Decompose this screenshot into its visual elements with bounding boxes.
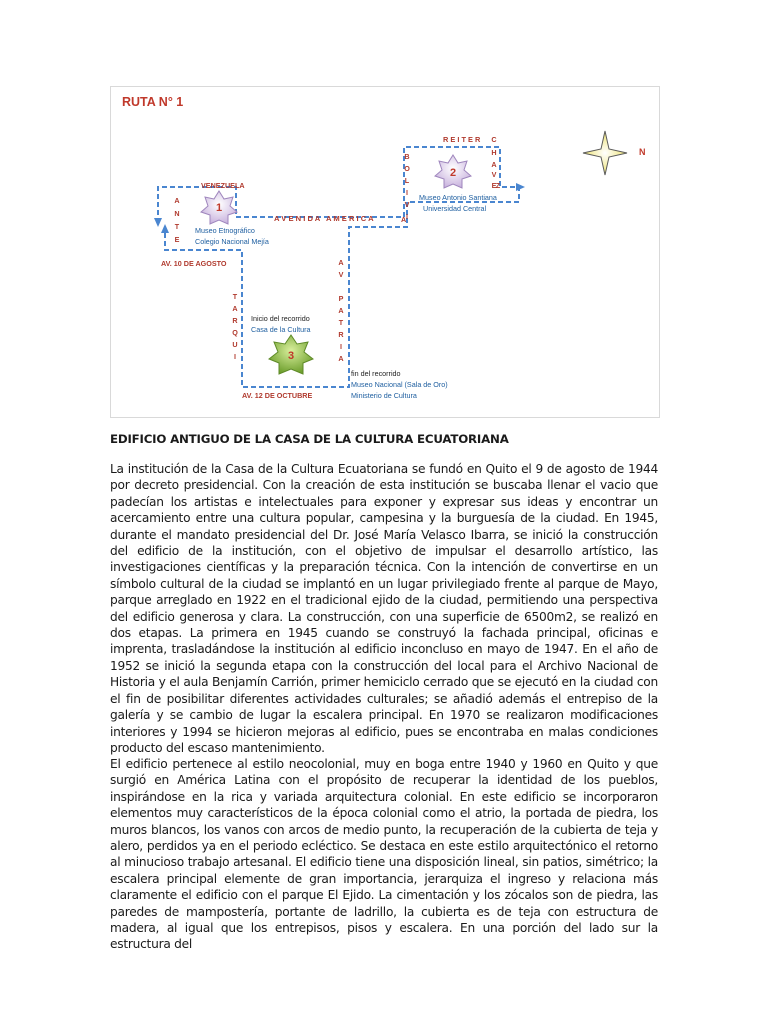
- stop-3-number: 3: [287, 350, 295, 362]
- street-tarqui-letter: T: [232, 292, 238, 301]
- street-av-patria-letter: I: [340, 342, 342, 351]
- stop-1-line1: Museo Etnográfico: [195, 226, 255, 235]
- stop-1-number: 1: [215, 202, 223, 214]
- street-tarqui-letter: A: [232, 304, 238, 313]
- street-antei-letter: E: [174, 235, 180, 244]
- street-avenida-america: A V E N I D A A M E R I C A: [274, 214, 374, 223]
- stop-2-line1: Museo Antonio Santiana: [419, 193, 497, 202]
- compass-star-icon: [583, 131, 627, 175]
- end-line3: Ministerio de Cultura: [351, 391, 417, 400]
- street-bolivia-letter: A: [401, 215, 407, 224]
- stop-3-line2: Casa de la Cultura: [251, 325, 311, 334]
- street-tarqui-letter: Q: [232, 328, 238, 337]
- street-tarqui-letter: U: [232, 340, 238, 349]
- map-title: RUTA N° 1: [122, 95, 184, 109]
- street-bolivia-letter: O: [404, 164, 410, 173]
- street-av-patria-letter: A: [338, 306, 344, 315]
- street-reiter: R E I T E R: [443, 135, 481, 144]
- street-av-patria-letter: T: [338, 318, 344, 327]
- street-av-12-octubre: AV. 12 DE OCTUBRE: [242, 391, 313, 400]
- stop-1-line2: Colegio Nacional Mejía: [195, 237, 269, 246]
- street-chavez-letter: E: [491, 181, 497, 190]
- section-heading: EDIFICIO ANTIGUO DE LA CASA DE LA CULTURA ECUATORIANA: [110, 432, 509, 446]
- stop-3-line1: Inicio del recorrido: [251, 314, 310, 323]
- street-antei-letter: N: [174, 209, 180, 218]
- street-antei-letter: A: [174, 196, 180, 205]
- street-av-patria-letter: V: [338, 270, 344, 279]
- street-chavez-letter: V: [491, 170, 497, 179]
- route-map: [110, 86, 660, 418]
- street-tarqui-letter: I: [234, 352, 236, 361]
- end-line1: fin del recorrido: [351, 369, 401, 378]
- compass-north-label: N: [639, 147, 646, 157]
- stop-2-line2: Universidad Central: [423, 204, 487, 213]
- street-tarqui-letter: R: [232, 316, 238, 325]
- street-av-patria-letter: A: [338, 354, 344, 363]
- street-bolivia-letter: I: [406, 212, 408, 221]
- street-antei-letter: T: [174, 222, 180, 231]
- street-av-patria-letter: R: [338, 330, 344, 339]
- street-chavez-letter: Z: [495, 181, 501, 190]
- street-bolivia-letter: I: [406, 188, 408, 197]
- street-chavez-letter: A: [491, 160, 497, 169]
- street-bolivia-letter: L: [404, 176, 410, 185]
- street-bolivia-letter: V: [404, 200, 410, 209]
- street-av-patria-letter: P: [338, 294, 344, 303]
- street-av-10-agosto: AV. 10 DE AGOSTO: [161, 259, 227, 268]
- street-venezuela: VENEZUELA: [201, 181, 245, 190]
- street-chavez-letter: H: [491, 148, 497, 157]
- paragraph-architecture: El edificio pertenece al estilo neocolonial, muy en boga entre 1940 y 1960 en Quito y que surgió en América Latina con el propósito de recuperar la identidad de los pueblos, inspirándose en la rica y variada arquitectura colonial. En este edificio se incorporaron elementos muy característicos de la época colonial como el atrio, la portada de piedra, los muros blancos, los vanos con arcos de medio punto, la recuperación de la cubierta de teja y alero, perdidos ya en el periodo ecléctico. Se destaca en este estilo arquitectónico el retorno al minucioso trabajo artesanal. El edificio tiene una disposición lineal, sin patios, simétrico; la escalera principal elemente de gran importancia, jerarquiza el ingreso y relaciona más claramente el edificio con el parque El Ejido. La cimentación y los zócalos son de piedra, las paredes de mampostería, portante de ladrillo, la cubierta es de teja con estructura de madera, al igual que los entrepisos, pisos y escalera. En una porción del lado sur la estructura del: [110, 757, 658, 952]
- stop-2-number: 2: [449, 167, 457, 179]
- paragraph-history: La institución de la Casa de la Cultura Ecuatoriana se fundó en Quito el 9 de agosto de 1944 por decreto presidencial. Con la creación de esta institución se buscaba llenar el vacio que padecían los artistas e intelectuales para exponer y expresar sus ideas y encontrar un acercamiento entre una cultura popular, campesina y la burguesía de la ciudad. En 1945, durante el mandato presidencial del Dr. José María Velasco Ibarra, se inició la construcción del edificio de la institución, con el objetivo de impulsar el desarrollo artístico, las investigaciones científicas y la preparación técnica. Con la intención de convertirse en un símbolo cultural de la ciudad se implantó en un lugar privilegiado frente al parque de Mayo, parque arreglado en 1922 en el tradicional ejido de la ciudad, permitiendo una perspectiva del edificio generosa y clara. La construcción, con una superficie de 6500m2, se realizó en dos etapas. La primera en 1945 cuando se construyó la fachada principal, oficinas e imprenta, trasladándose la institución al edificio inconcluso en mayo de 1947. En el año de 1952 se inició la segunda etapa con la construcción del local para el Archivo Nacional de Historia y el aula Benjamín Carrión, primer hemiciclo cerrado que se ejecutó en la ciudad con el fin de posibilitar diferentes actividades culturales; se añadió además el entrepiso de la galería y se cambio de lugar la escalera principal. En 1970 se realizaron modificaciones interiores y 1994 se hicieron mejoras al edificio, pues se encontraba en malas condiciones producto del escaso mantenimiento.: [110, 462, 658, 755]
- end-line2: Museo Nacional (Sala de Oro): [351, 380, 448, 389]
- street-av-patria-letter: A: [338, 258, 344, 267]
- street-chavez-letter: C: [491, 135, 497, 144]
- street-bolivia-letter: B: [404, 152, 410, 161]
